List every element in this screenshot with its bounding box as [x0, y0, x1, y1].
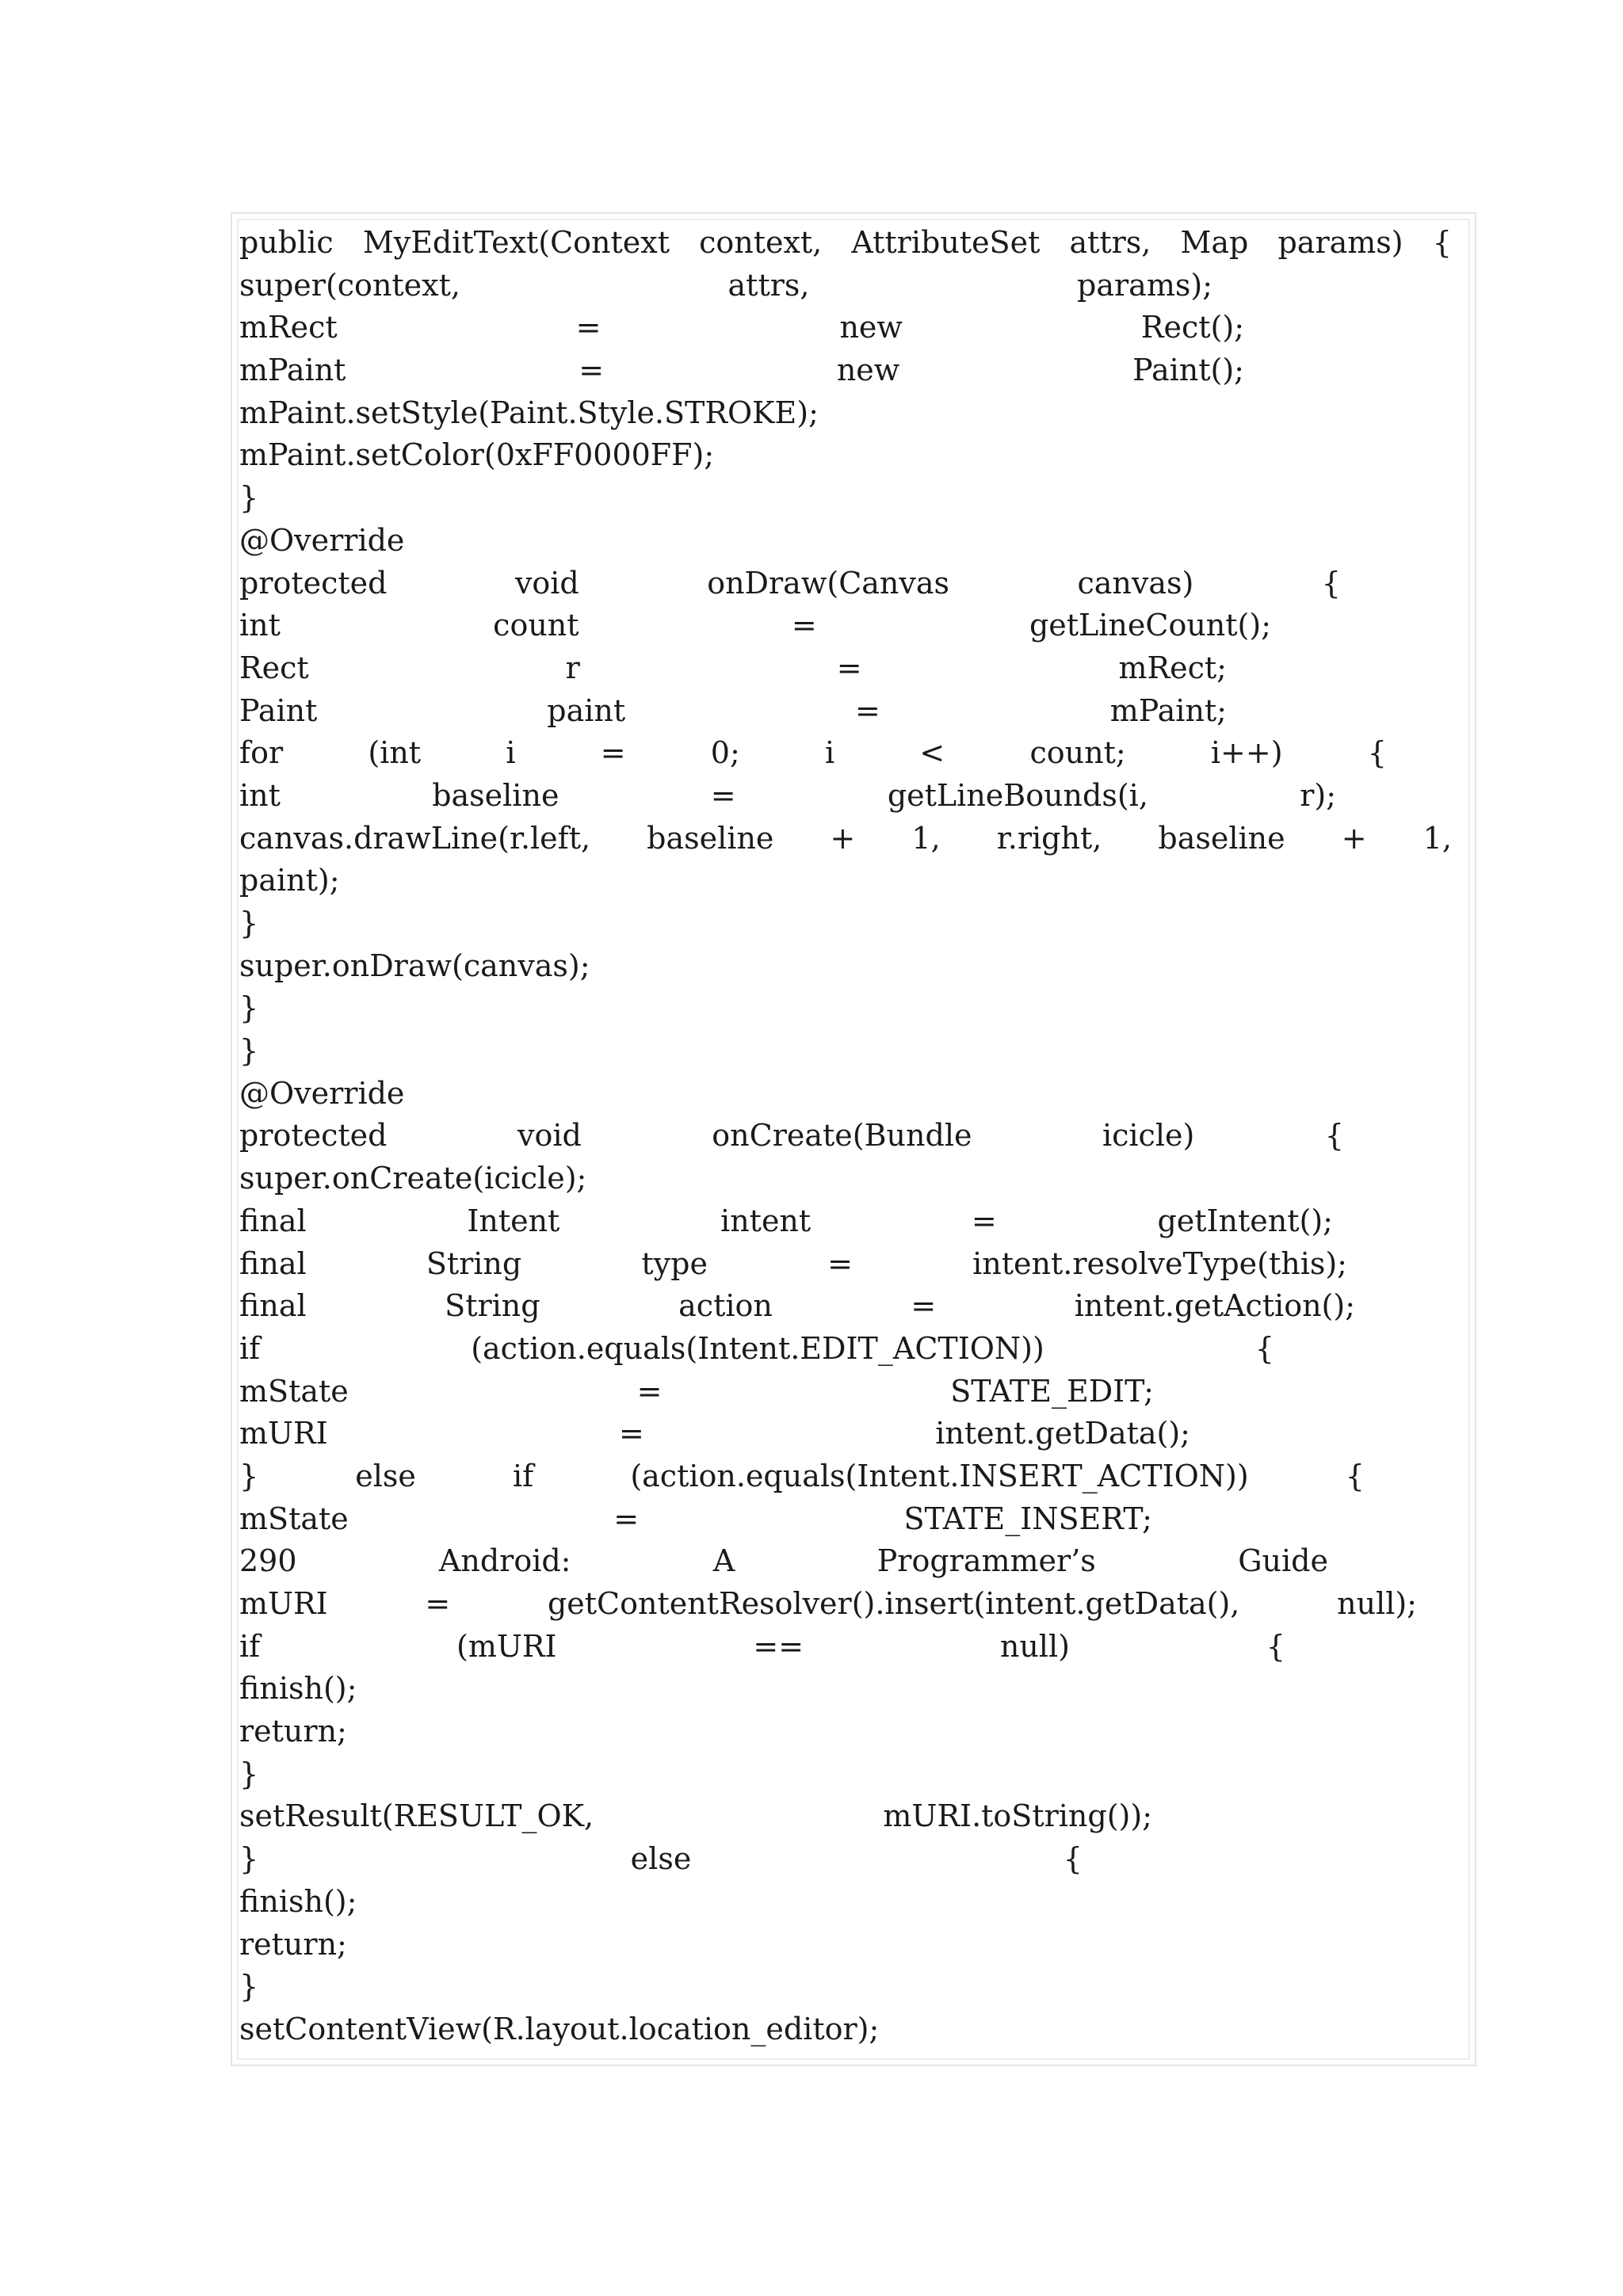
code-token: mPaint; — [1109, 692, 1227, 728]
code-token: { — [1345, 1458, 1365, 1493]
code-token: return; — [239, 1714, 347, 1749]
code-token: mPaint.setColor(0xFF0000FF); — [239, 437, 715, 473]
code-token: count — [493, 608, 579, 643]
code-line — [239, 860, 1452, 902]
code-line — [239, 1498, 1152, 1541]
code-token: MyEditText(Context — [362, 225, 670, 260]
code-line — [239, 349, 1244, 392]
code-token: if — [239, 1330, 261, 1366]
code-token: = — [855, 692, 880, 728]
code-token: intent.resolveType(this); — [972, 1245, 1347, 1281]
code-token: = — [836, 650, 862, 685]
code-token: String — [426, 1245, 522, 1281]
code-token: icicle) — [1102, 1118, 1195, 1154]
code-token: r — [565, 650, 580, 685]
code-line — [239, 1158, 1452, 1200]
code-token: 290 — [239, 1543, 297, 1579]
code-token: = — [425, 1586, 451, 1621]
code-token: STATE_EDIT; — [950, 1373, 1154, 1409]
code-token: == — [753, 1628, 804, 1664]
code-token: i — [506, 735, 516, 771]
code-line — [239, 1030, 1452, 1073]
code-token: super.onCreate(icicle); — [239, 1161, 587, 1196]
code-line — [239, 307, 1244, 349]
code-line — [239, 1371, 1154, 1413]
code-token: } — [239, 1969, 259, 2004]
code-token: r.right, — [996, 820, 1102, 856]
code-token: params) — [1277, 225, 1403, 260]
code-token: { — [1321, 565, 1341, 601]
code-token: null); — [1337, 1586, 1417, 1621]
code-token: } — [239, 1033, 259, 1069]
code-token: paint — [547, 692, 626, 728]
code-token: < — [919, 735, 945, 771]
code-token: getLineBounds(i, — [887, 777, 1148, 813]
code-token: final — [239, 1203, 307, 1238]
code-line — [239, 1285, 1355, 1328]
code-token: = — [971, 1203, 997, 1238]
code-token: Programmer’s — [876, 1543, 1096, 1579]
code-line — [239, 1540, 1328, 1583]
code-token: = — [575, 310, 601, 345]
code-token: mURI.toString()); — [883, 1798, 1152, 1834]
code-token: i — [825, 735, 835, 771]
code-block — [239, 222, 1452, 2051]
code-token: { — [1432, 225, 1452, 260]
code-token: int — [239, 777, 281, 813]
code-token: baseline — [432, 777, 559, 813]
code-token: Map — [1180, 225, 1249, 260]
code-token: mState — [239, 1373, 349, 1409]
code-token: intent — [720, 1203, 812, 1238]
code-token: = — [619, 1416, 644, 1451]
code-token: new — [836, 353, 900, 388]
code-token: 1, — [911, 820, 941, 856]
code-token: (int — [368, 735, 422, 771]
code-token: { — [1367, 735, 1387, 771]
code-token: (mURI — [456, 1628, 557, 1664]
code-line — [239, 392, 1452, 435]
code-line — [239, 1795, 1152, 1838]
code-token: Rect — [239, 650, 309, 685]
code-token: null) — [999, 1628, 1070, 1664]
code-line — [239, 818, 1452, 860]
code-token: type — [641, 1245, 708, 1281]
code-line — [239, 1413, 1190, 1455]
code-token: protected — [239, 565, 388, 601]
code-token: + — [830, 820, 856, 856]
code-token: = — [791, 608, 817, 643]
code-line — [239, 1711, 1452, 1753]
code-token: int — [239, 608, 281, 643]
code-line — [239, 1626, 1285, 1669]
code-token: STATE_INSERT; — [903, 1501, 1152, 1536]
code-token: finish(); — [239, 1671, 357, 1707]
code-line — [239, 520, 1452, 563]
code-token: = — [579, 353, 605, 388]
code-token: baseline — [1158, 820, 1285, 856]
code-token: mPaint — [239, 353, 346, 388]
code-token: mURI — [239, 1586, 328, 1621]
code-token: setContentView(R.layout.location_editor); — [239, 2011, 880, 2046]
code-line — [239, 1881, 1452, 1924]
code-token: (action.equals(Intent.EDIT_ACTION)) — [471, 1330, 1044, 1366]
code-line — [239, 1668, 1452, 1711]
code-token: setResult(RESULT_OK, — [239, 1798, 594, 1834]
code-line — [239, 1243, 1347, 1286]
code-line — [239, 647, 1227, 690]
code-token: AttributeSet — [851, 225, 1041, 260]
code-token: = — [710, 777, 736, 813]
code-line — [239, 1115, 1344, 1158]
code-token: r); — [1300, 777, 1336, 813]
code-token: } — [239, 480, 259, 516]
code-line — [239, 902, 1452, 945]
code-token: Paint(); — [1132, 353, 1244, 388]
code-token: finish(); — [239, 1883, 357, 1919]
code-line — [239, 1838, 1083, 1881]
code-token: super(context, — [239, 267, 460, 303]
code-token: A — [712, 1543, 735, 1579]
code-token: protected — [239, 1118, 388, 1154]
code-token: = — [636, 1373, 663, 1409]
code-token: getContentResolver().insert(intent.getData(), — [547, 1586, 1240, 1621]
code-token: intent.getAction(); — [1074, 1288, 1355, 1324]
code-line — [239, 563, 1341, 605]
code-token: mURI — [239, 1416, 328, 1451]
code-line — [239, 2008, 1452, 2051]
code-token: mState — [239, 1501, 349, 1536]
code-token: { — [1063, 1841, 1083, 1877]
code-line — [239, 690, 1227, 733]
code-token: paint); — [239, 863, 340, 898]
code-token: intent.getData(); — [935, 1416, 1190, 1451]
code-token: = — [600, 735, 626, 771]
code-token: } — [239, 1841, 259, 1877]
code-token: 1, — [1423, 820, 1452, 856]
code-line — [239, 945, 1452, 988]
code-line — [239, 775, 1336, 818]
code-line — [239, 1455, 1365, 1498]
code-token: baseline — [647, 820, 774, 856]
code-token: return; — [239, 1926, 347, 1962]
code-token: } — [239, 1756, 259, 1791]
code-token: 0; — [710, 735, 740, 771]
code-token: if — [239, 1628, 261, 1664]
code-token: { — [1266, 1628, 1285, 1664]
code-token: getLineCount(); — [1029, 608, 1271, 643]
code-token: = — [911, 1288, 937, 1324]
code-token: final — [239, 1245, 307, 1281]
code-token: @Override — [239, 1075, 405, 1111]
code-token: attrs, — [1069, 225, 1151, 260]
code-token: (action.equals(Intent.INSERT_ACTION)) — [630, 1458, 1249, 1493]
code-line — [239, 1200, 1333, 1243]
code-token: public — [239, 225, 334, 260]
code-line — [239, 605, 1271, 647]
code-token: } — [239, 990, 259, 1026]
code-token: action — [678, 1288, 773, 1324]
code-token: new — [839, 310, 903, 345]
code-line — [239, 1924, 1452, 1966]
code-token: final — [239, 1288, 307, 1324]
code-line — [239, 987, 1452, 1030]
code-token: mPaint.setStyle(Paint.Style.STROKE); — [239, 395, 819, 430]
code-token: mRect; — [1118, 650, 1227, 685]
code-token: getIntent(); — [1157, 1203, 1333, 1238]
code-token: Android: — [438, 1543, 571, 1579]
code-token: + — [1341, 820, 1367, 856]
code-line — [239, 732, 1387, 775]
code-token: else — [630, 1841, 692, 1877]
code-token: String — [445, 1288, 540, 1324]
code-token: canvas.drawLine(r.left, — [239, 820, 591, 856]
code-line — [239, 1328, 1274, 1371]
code-line — [239, 434, 1452, 477]
code-token: onDraw(Canvas — [707, 565, 950, 601]
code-token: { — [1324, 1118, 1344, 1154]
code-line — [239, 1966, 1452, 2008]
code-line — [239, 265, 1212, 307]
code-token: onCreate(Bundle — [712, 1118, 972, 1154]
code-token: @Override — [239, 522, 405, 558]
code-token: mRect — [239, 310, 338, 345]
code-token: canvas) — [1077, 565, 1194, 601]
code-token: Rect(); — [1140, 310, 1244, 345]
code-token: context, — [699, 225, 823, 260]
code-token: Intent — [467, 1203, 560, 1238]
code-token: i++) — [1210, 735, 1283, 771]
code-line — [239, 1073, 1452, 1116]
code-token: super.onDraw(canvas); — [239, 948, 590, 983]
code-token: } — [239, 906, 259, 940]
code-token: = — [613, 1501, 640, 1536]
code-token: for — [239, 735, 284, 771]
code-token: Guide — [1238, 1543, 1328, 1579]
code-line — [239, 477, 1452, 520]
code-token: Paint — [239, 692, 318, 728]
code-token: { — [1254, 1330, 1274, 1366]
code-token: = — [827, 1245, 853, 1281]
code-token: else — [355, 1458, 416, 1493]
code-token: attrs, — [727, 267, 810, 303]
code-token: params); — [1077, 267, 1212, 303]
code-token: if — [513, 1458, 534, 1493]
code-token: void — [514, 565, 579, 601]
code-token: count; — [1029, 735, 1126, 771]
code-token: void — [517, 1118, 582, 1154]
code-line — [239, 1583, 1417, 1626]
code-line — [239, 1753, 1452, 1796]
code-line — [239, 222, 1452, 265]
code-token: } — [239, 1458, 259, 1493]
